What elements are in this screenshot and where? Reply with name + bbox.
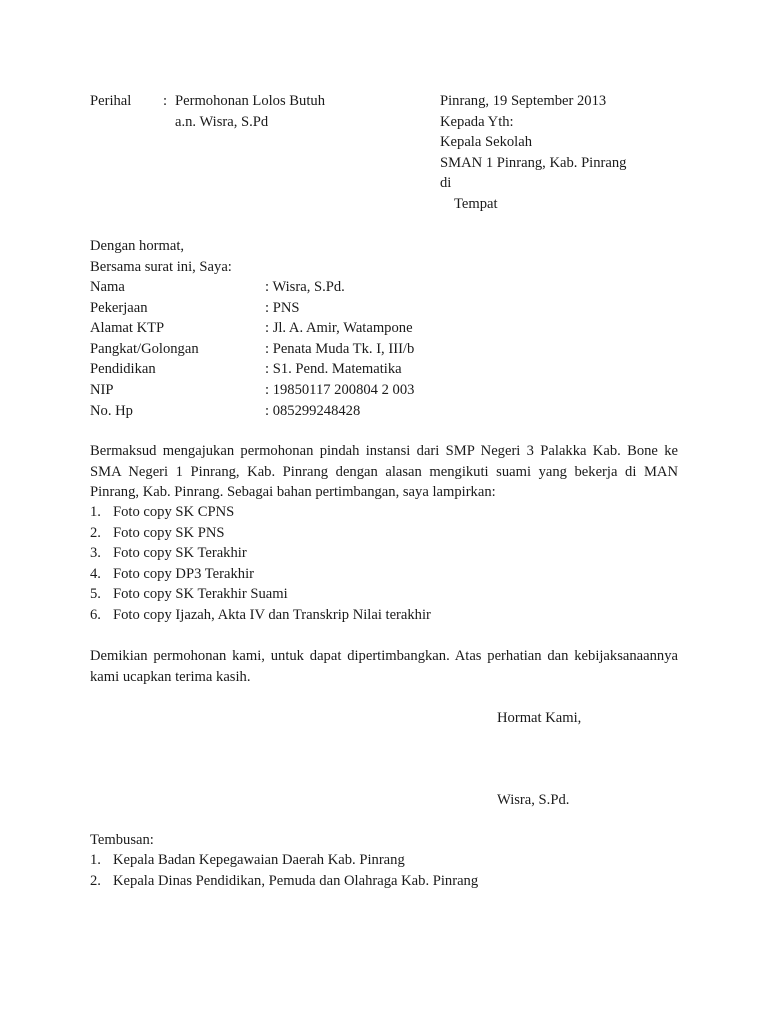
field-label: Nama (90, 279, 125, 295)
list-text: Foto copy Ijazah, Akta IV dan Transkrip Nilai terakhir (113, 606, 431, 623)
list-number: 2. (90, 524, 101, 541)
field-row (90, 298, 690, 319)
tembusan-label: Tembusan: (90, 832, 154, 848)
field-row (90, 318, 690, 339)
list-item (90, 850, 478, 871)
di-line: di (440, 175, 452, 192)
list-number: 4. (90, 565, 101, 582)
list-item (90, 871, 478, 892)
field-value: : PNS (265, 299, 300, 316)
field-label: Pangkat/Golongan (90, 340, 199, 357)
field-label: NIP (90, 381, 114, 398)
field-value: : 085299248428 (265, 402, 361, 419)
date-line: Pinrang, 19 September 2013 (440, 93, 607, 109)
list-number: 5. (90, 586, 101, 603)
body-paragraph: Bermaksud mengajukan permohonan pindah instansi dari SMP Negeri 3 Palakka Kab. Bone ke SMA Negeri 1 Pinrang, Kab. Pinrang dengan alasan mengikuti suami yang bekerja di MAN Pinrang, Kab. Pinrang. Sebagai bahan pertimbangan, saya lampirkan: (90, 443, 678, 501)
salutation (90, 236, 232, 277)
to-line: Kepada Yth: (440, 113, 514, 130)
field-label: No. Hp (90, 402, 133, 419)
field-row (90, 277, 690, 298)
field-value: : Jl. A. Amir, Watampone (265, 320, 413, 337)
field-value: : Penata Muda Tk. I, III/b (265, 340, 415, 357)
list-text: Foto copy DP3 Terakhir (113, 565, 254, 582)
recipient-school: SMAN 1 Pinrang, Kab. Pinrang (440, 154, 627, 171)
tempat-line: Tempat (454, 195, 498, 212)
field-label: Alamat KTP (90, 320, 165, 337)
list-number: 1. (90, 852, 101, 868)
closing-paragraph: Demikian permohonan kami, untuk dapat dipertimbangkan. Atas perhatian dan kebijaksanaannya kami ucapkan terima kasih. (90, 648, 678, 685)
field-value: : 19850117 200804 2 003 (265, 381, 415, 398)
list-item (90, 564, 431, 585)
field-value: : S1. Pend. Matematika (265, 361, 402, 378)
field-row (90, 359, 690, 380)
list-text: Foto copy SK Terakhir (113, 545, 247, 562)
list-text: Foto copy SK PNS (113, 524, 225, 541)
list-number: 1. (90, 504, 101, 520)
list-text: Kepala Dinas Pendidikan, Pemuda dan Olahraga Kab. Pinrang (113, 872, 479, 889)
list-number: 6. (90, 606, 101, 623)
greeting: Dengan hormat, (90, 238, 185, 254)
field-row (90, 339, 690, 360)
identity-fields (90, 277, 690, 421)
perihal-colon: : (163, 93, 168, 109)
field-label: Pekerjaan (90, 299, 148, 316)
recipient-title: Kepala Sekolah (440, 134, 532, 151)
field-value: : Wisra, S.Pd. (265, 279, 345, 295)
list-number: 2. (90, 872, 101, 889)
attachment-list (90, 502, 431, 626)
list-item (90, 605, 431, 626)
regards-line: Hormat Kami, (497, 710, 582, 726)
perihal-label: Perihal (90, 93, 132, 109)
signer-name: Wisra, S.Pd. (497, 792, 570, 808)
field-row (90, 380, 690, 401)
recipient-block (440, 91, 626, 215)
cc-list (90, 850, 478, 891)
perihal-name: a.n. Wisra, S.Pd (175, 114, 269, 130)
perihal-subject: Permohonan Lolos Butuh (175, 93, 325, 109)
list-item (90, 584, 431, 605)
field-row (90, 401, 690, 422)
intro-line: Bersama surat ini, Saya: (90, 258, 232, 275)
field-label: Pendidikan (90, 361, 156, 378)
list-item (90, 543, 431, 564)
list-text: Foto copy SK Terakhir Suami (113, 586, 288, 603)
list-number: 3. (90, 545, 101, 562)
list-item (90, 502, 431, 523)
list-text: Foto copy SK CPNS (113, 504, 235, 520)
list-item (90, 523, 431, 544)
list-text: Kepala Badan Kepegawaian Daerah Kab. Pinrang (113, 852, 405, 868)
